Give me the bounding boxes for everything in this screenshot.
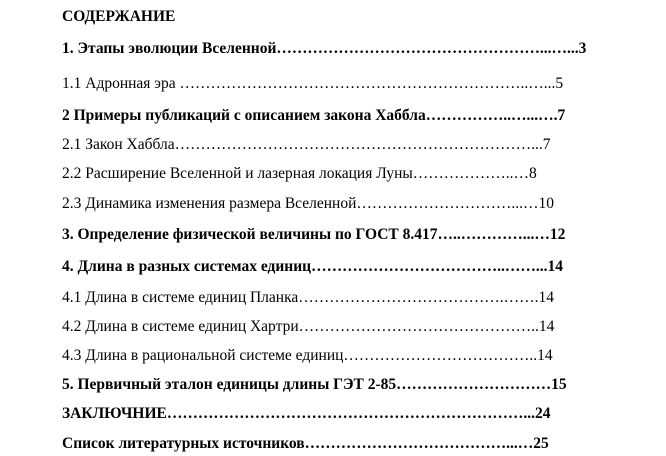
- toc-entry-4: 4. Длина в разных системах единиц………………………………..……...14: [62, 258, 563, 275]
- toc-entry-1: 1. Этапы эволюции Вселенной……………………………………………...…...3: [62, 40, 587, 57]
- toc-entry-4-3: 4.3 Длина в рациональной системе единиц………………………………..14: [62, 347, 553, 364]
- toc-entry-2-2: 2.2 Расширение Вселенной и лазерная локация Луны………………..…8: [62, 165, 537, 182]
- toc-entry-5: 5. Первичный эталон единицы длины ГЭТ 2-85…………………………15: [62, 376, 567, 393]
- toc-entry-4-2: 4.2 Длина в системе единиц Хартри………………………………………..14: [62, 318, 555, 335]
- toc-entry-1-1: 1.1 Адронная эра …………………………………………………………..…...5: [62, 75, 564, 92]
- toc-entry-3: 3. Определение физической величины по ГОСТ 8.417…..…………...…12: [62, 226, 566, 243]
- toc-entry-2: 2 Примеры публикаций с описанием закона Хаббла……………..…...….7: [62, 107, 566, 124]
- toc-entry-references: Список литературных источников…………………………………...…25: [62, 435, 549, 452]
- toc-heading: СОДЕРЖАНИЕ: [62, 8, 176, 25]
- toc-entry-conclusion: ЗАКЛЮЧНИЕ……………………………………………………………...24: [62, 405, 551, 422]
- toc-entry-2-3: 2.3 Динамика изменения размера Вселенной…………………………...…10: [62, 195, 554, 212]
- toc-entry-2-1: 2.1 Закон Хаббла……………………………………………………………...7: [62, 136, 551, 153]
- toc-entry-4-1: 4.1 Длина в системе единиц Планка………………………………….…….14: [62, 289, 555, 306]
